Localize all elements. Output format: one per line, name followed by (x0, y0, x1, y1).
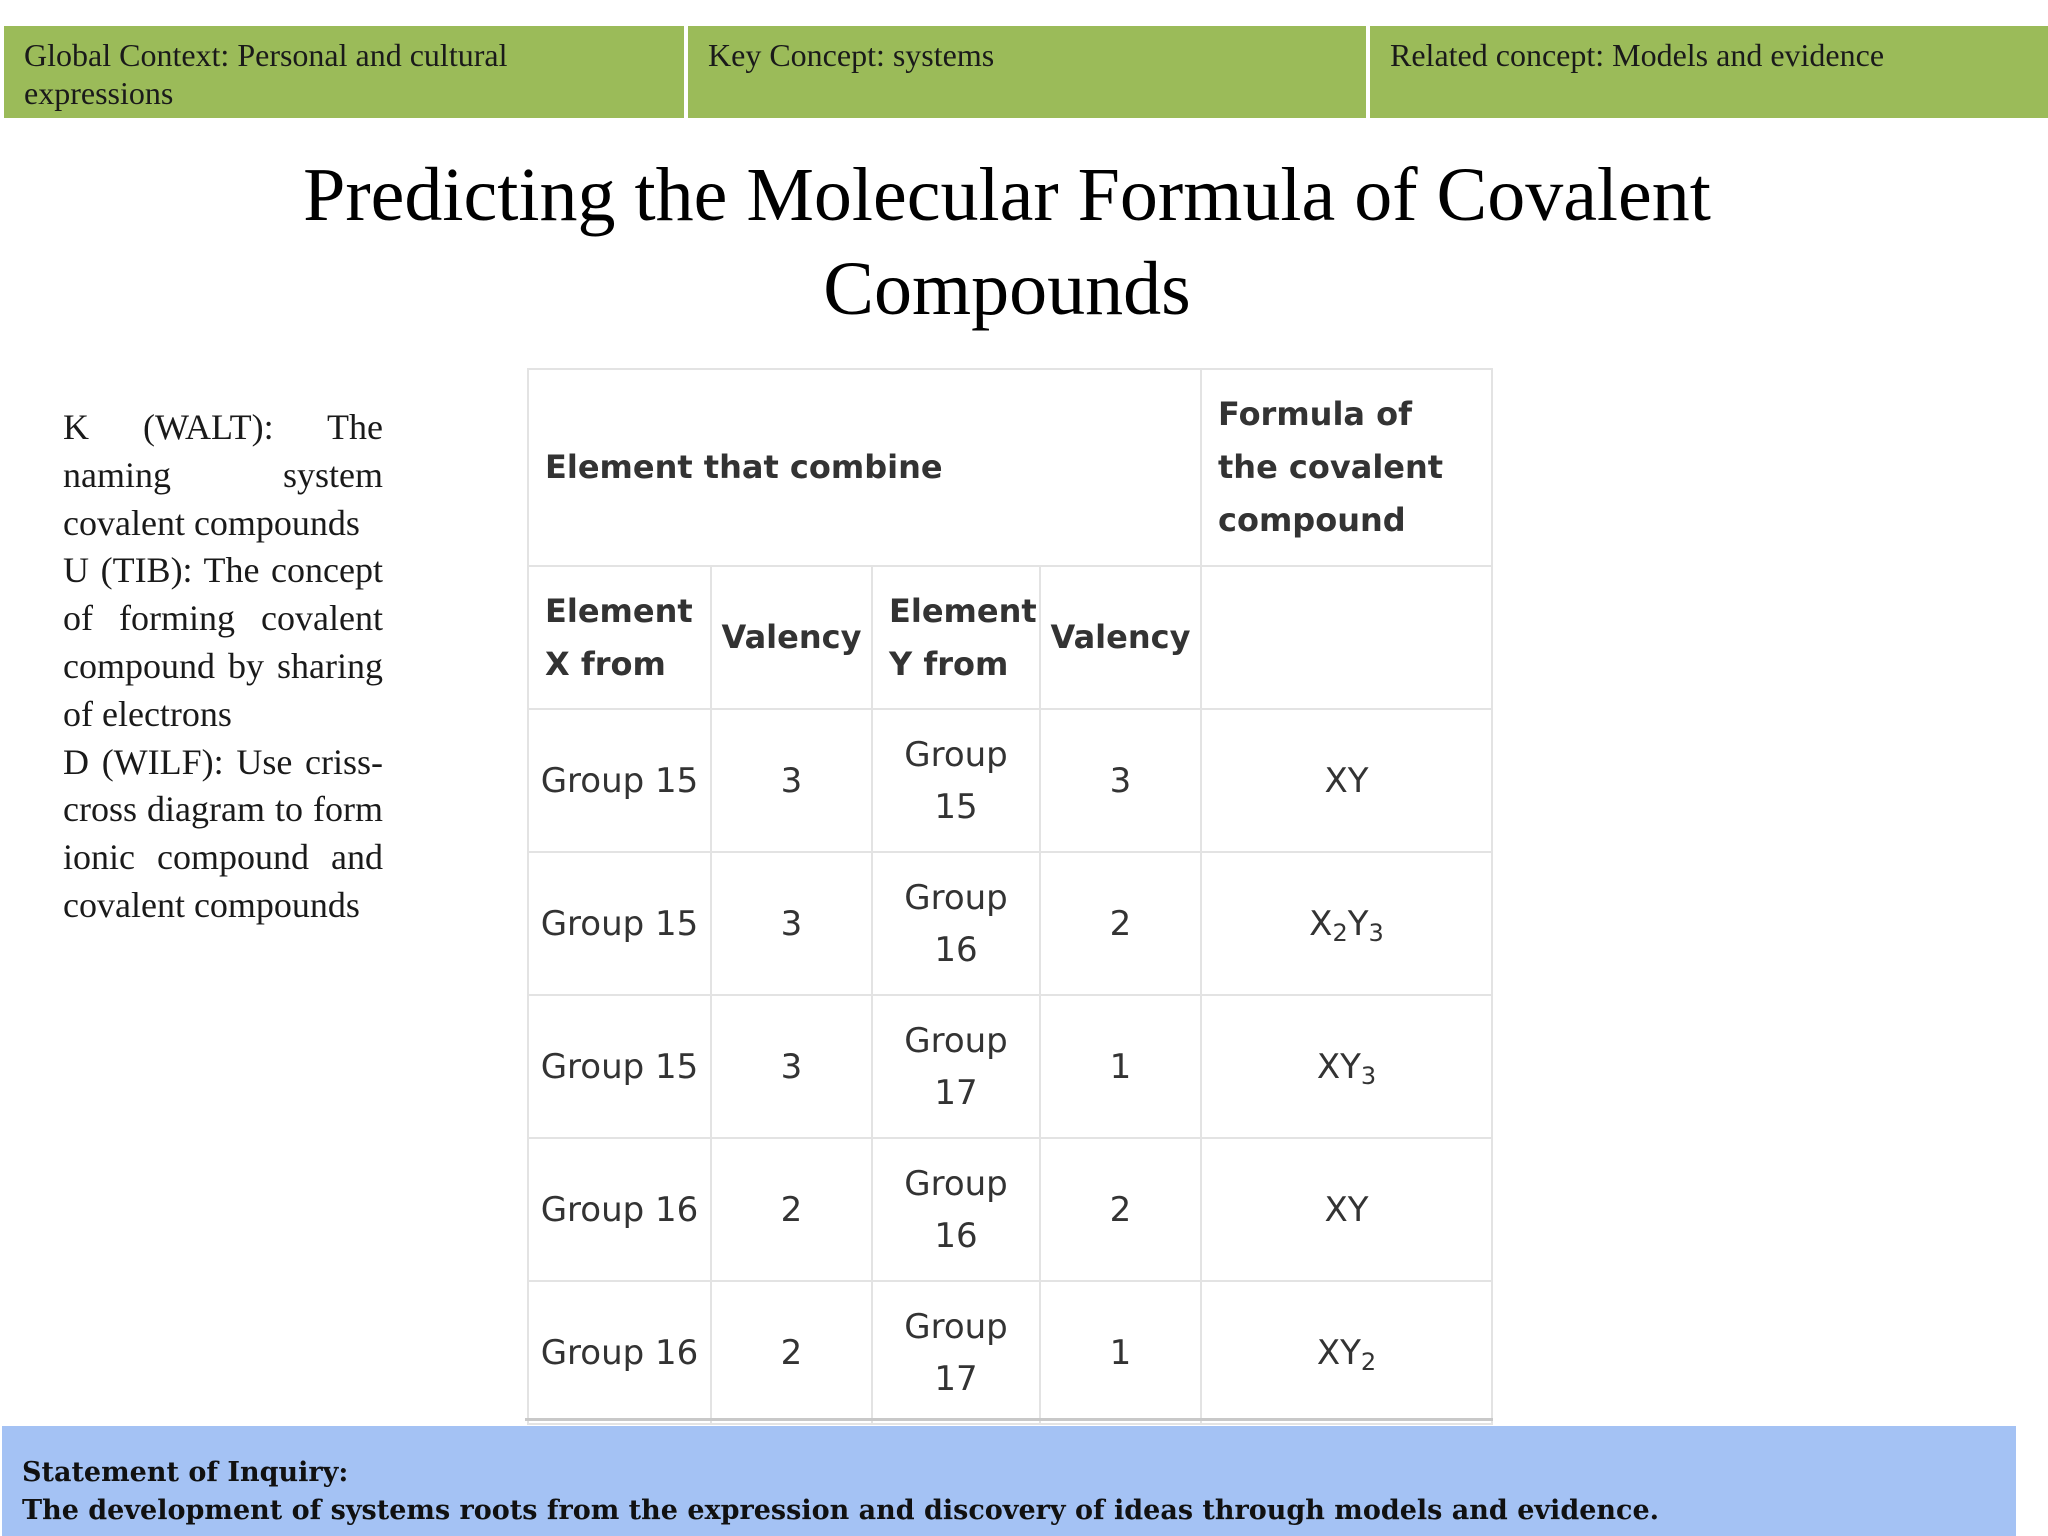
table-row (528, 709, 1492, 852)
formula-y-subscript: 2 (1360, 1347, 1377, 1376)
cell-y-valency: 1 (1040, 995, 1201, 1138)
table-row (528, 1138, 1492, 1281)
formula-x: X (1316, 1332, 1341, 1373)
subheader-valency-y: Valency (1040, 566, 1201, 709)
formula-y: Y (1347, 760, 1369, 801)
formula-y-subscript: 3 (1368, 918, 1384, 947)
cell-y-group: Group 17 (872, 1281, 1040, 1424)
header-band (4, 26, 2048, 118)
page-title: Predicting the Molecular Formula of Covalent Compounds (303, 153, 1711, 331)
statement-of-inquiry (2, 1426, 2016, 1536)
formula-y: Y (1340, 1332, 1361, 1373)
formula-x: X (1324, 760, 1348, 801)
formula-table (527, 368, 1493, 1425)
statement-text: The development of systems roots from the expression and discovery of ideas through models and evidence. (22, 1495, 1660, 1526)
subheader-formula-empty (1201, 566, 1492, 709)
cell-x-group: Group 15 (528, 995, 711, 1138)
cell-y-valency: 2 (1040, 1138, 1201, 1281)
table-body (528, 709, 1492, 1424)
cell-x-valency: 2 (711, 1281, 872, 1424)
formula-x: X (1324, 1189, 1348, 1230)
cell-formula (1201, 852, 1492, 995)
cell-y-group: Group 17 (872, 995, 1040, 1138)
header-element-combine: Element that combine (528, 369, 1201, 566)
cell-y-group: Group 16 (872, 1138, 1040, 1281)
learning-objectives (63, 404, 383, 930)
table-header-row (528, 369, 1492, 566)
cell-y-group: Group 16 (872, 852, 1040, 995)
formula-x-subscript: 2 (1332, 918, 1348, 947)
subheader-valency-x: Valency (711, 566, 872, 709)
formula-y: Y (1347, 1189, 1369, 1230)
formula-y-subscript: 3 (1360, 1061, 1377, 1090)
formula-y: Y (1347, 903, 1369, 944)
cell-x-valency: 3 (711, 709, 872, 852)
cell-x-valency: 2 (711, 1138, 872, 1281)
formula-x: X (1316, 1046, 1341, 1087)
statement-label: Statement of Inquiry: (22, 1457, 349, 1488)
objective-u: U (TIB): The concept of forming covalent compound by sharing of electrons (63, 550, 383, 734)
cell-x-group: Group 15 (528, 709, 711, 852)
cell-x-valency: 3 (711, 995, 872, 1138)
cell-x-group: Group 16 (528, 1281, 711, 1424)
key-concept: Key Concept: systems (688, 26, 1366, 118)
cell-formula (1201, 995, 1492, 1138)
cell-x-group: Group 15 (528, 852, 711, 995)
objective-k: K (WALT): The naming system covalent compounds (63, 407, 383, 543)
table-subheader-row (528, 566, 1492, 709)
formula-x: X (1309, 903, 1333, 944)
subheader-element-y: Element Y from (872, 566, 1040, 709)
cell-formula (1201, 1281, 1492, 1424)
cell-formula (1201, 1138, 1492, 1281)
cell-y-valency: 2 (1040, 852, 1201, 995)
cell-x-group: Group 16 (528, 1138, 711, 1281)
cell-x-valency: 3 (711, 852, 872, 995)
related-concept: Related concept: Models and evidence (1370, 26, 2048, 118)
table-row (528, 995, 1492, 1138)
cell-formula (1201, 709, 1492, 852)
table-row (528, 852, 1492, 995)
cell-y-valency: 1 (1040, 1281, 1201, 1424)
subheader-element-x: Element X from (528, 566, 711, 709)
objective-d: D (WILF): Use criss-cross diagram to form ionic compound and covalent compounds (63, 741, 383, 925)
cell-y-valency: 3 (1040, 709, 1201, 852)
formula-y: Y (1340, 1046, 1361, 1087)
header-formula: Formula of the covalent compound (1201, 369, 1492, 566)
table-row (528, 1281, 1492, 1424)
global-context: Global Context: Personal and cultural expressions (4, 26, 684, 118)
cell-y-group: Group 15 (872, 709, 1040, 852)
table-bottom-rule (525, 1418, 1493, 1421)
